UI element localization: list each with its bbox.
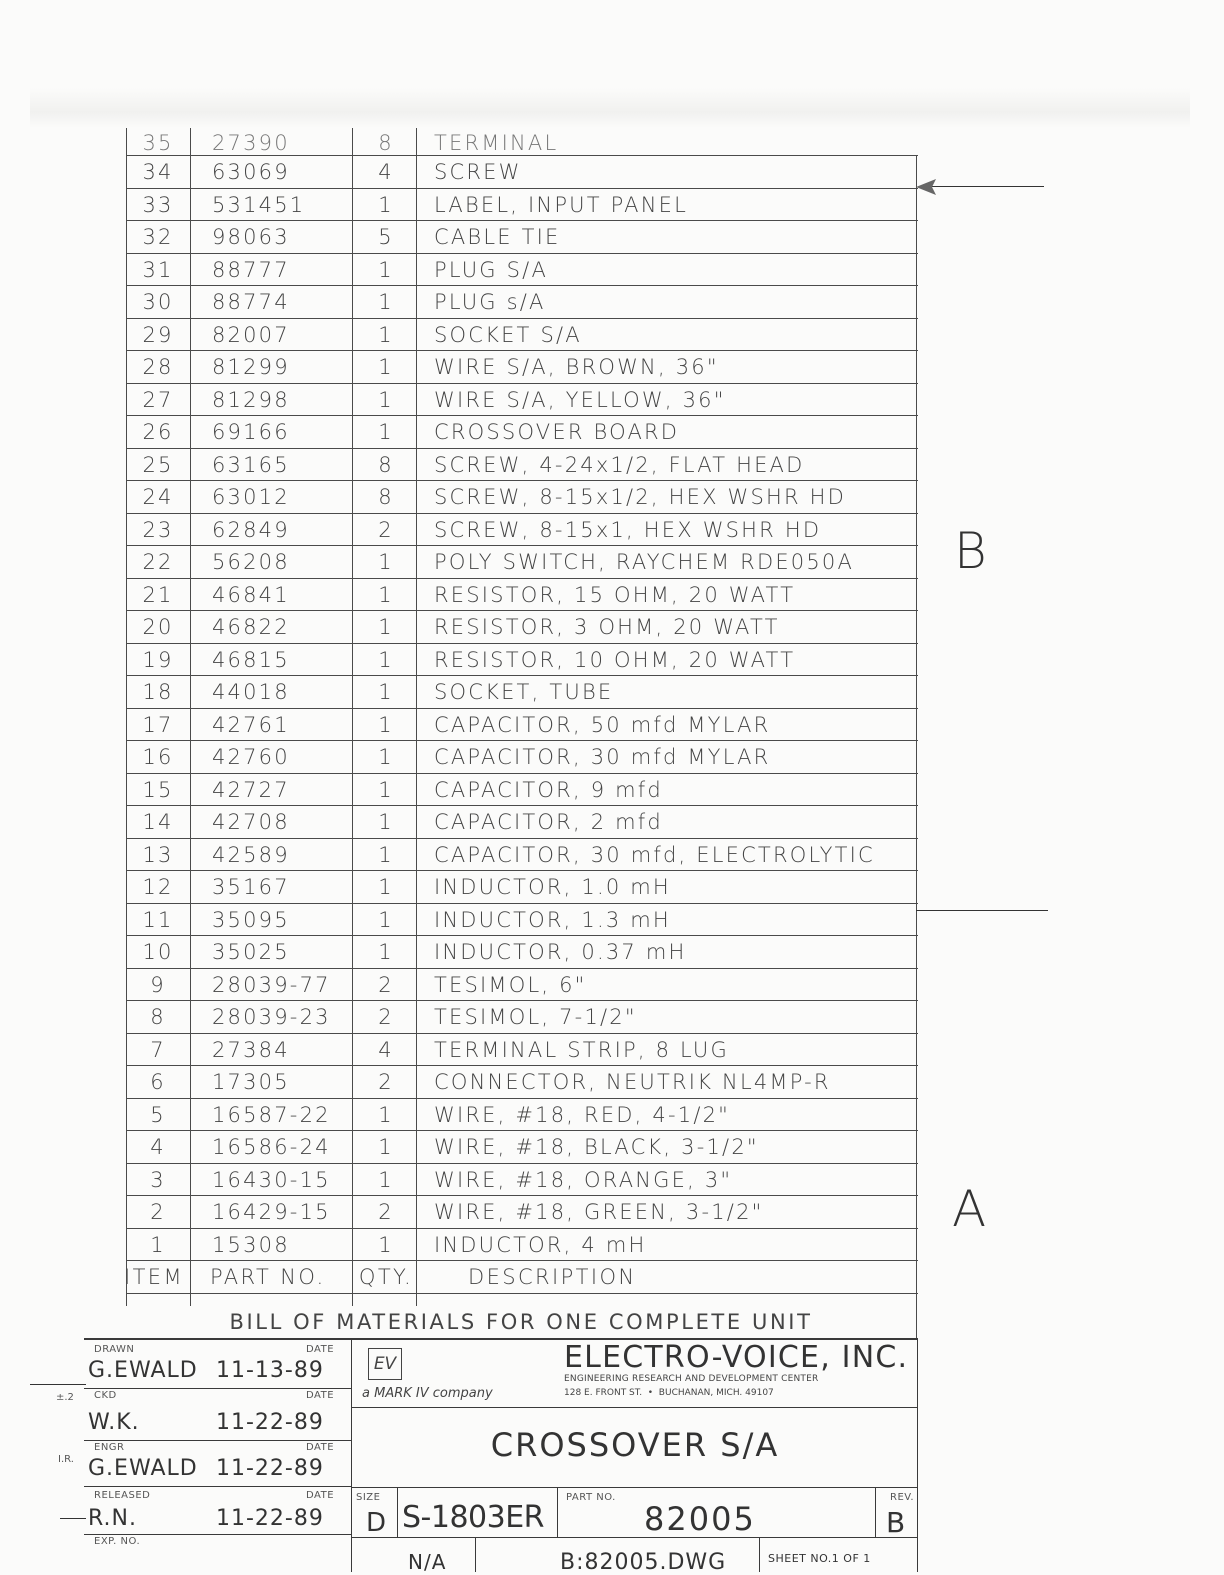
description: CAPACITOR, 9 mfd xyxy=(434,777,663,802)
reference-line xyxy=(932,186,1044,187)
item-number: 16 xyxy=(142,745,174,769)
table-row xyxy=(126,319,918,352)
rev-label: REV. xyxy=(890,1492,914,1503)
reference-line xyxy=(916,910,1048,911)
description: RESISTOR, 15 OHM, 20 WATT xyxy=(434,582,796,607)
quantity: 1 xyxy=(378,1102,394,1127)
table-row xyxy=(126,514,918,547)
table-row xyxy=(126,904,918,937)
title-block xyxy=(84,1338,918,1575)
drawn-label: DRAWN xyxy=(94,1344,135,1355)
quantity: 1 xyxy=(378,550,394,574)
description: RESISTOR, 3 OHM, 20 WATT xyxy=(434,615,780,639)
description: RESISTOR, 10 OHM, 20 WATT xyxy=(434,647,796,672)
part-number: 88777 xyxy=(212,257,290,282)
company-area xyxy=(352,1340,918,1408)
engr-label: ENGR xyxy=(94,1442,125,1453)
engineer: G.EWALD xyxy=(88,1456,198,1481)
quantity: 1 xyxy=(378,680,394,704)
table-row xyxy=(126,806,918,839)
date-label: DATE xyxy=(306,1490,335,1501)
description: PLUG S/A xyxy=(434,257,549,282)
part-number: 17305 xyxy=(212,1070,290,1094)
description: WIRE S/A, BROWN, 36" xyxy=(434,355,719,379)
quantity: 1 xyxy=(378,1167,394,1192)
part-number: 63165 xyxy=(212,452,290,477)
part-number-cell xyxy=(558,1488,876,1538)
description: CABLE TIE xyxy=(434,225,561,249)
revision: B xyxy=(886,1506,907,1539)
ev-logo: EV xyxy=(368,1348,402,1380)
table-row xyxy=(126,1066,918,1099)
table-row xyxy=(126,254,918,287)
table-row xyxy=(126,579,918,612)
description: CAPACITOR, 2 mfd xyxy=(434,810,663,834)
quantity: 1 xyxy=(378,745,394,769)
description: TERMINAL STRIP, 8 LUG xyxy=(434,1037,729,1062)
quantity: 2 xyxy=(378,972,394,997)
table-row xyxy=(126,189,918,222)
column-divider xyxy=(190,128,191,1306)
part-number: 16587-22 xyxy=(212,1102,331,1127)
part-number: 88774 xyxy=(212,290,290,314)
item-number: 27 xyxy=(142,387,174,412)
description: INDUCTOR, 1.0 mH xyxy=(434,875,671,899)
dwg-number-cell xyxy=(398,1488,558,1538)
item-number: 26 xyxy=(142,420,174,444)
item-number: 4 xyxy=(150,1135,166,1159)
description: SCREW, 8-15x1, HEX WSHR HD xyxy=(434,517,822,542)
item-number: 33 xyxy=(142,192,174,217)
quantity: 1 xyxy=(378,777,394,802)
part-number: 42760 xyxy=(212,745,290,769)
part-number: 81299 xyxy=(212,355,290,379)
description: SOCKET S/A xyxy=(434,322,582,347)
item-number: 22 xyxy=(142,550,174,574)
item-number: 35 xyxy=(142,131,174,155)
item-number: 6 xyxy=(150,1070,166,1094)
header-part-no: PART NO. xyxy=(210,1265,326,1289)
zone-a-label: A xyxy=(952,1180,987,1238)
part-number: 44018 xyxy=(212,680,290,704)
part-number: 69166 xyxy=(212,420,290,444)
quantity: 1 xyxy=(378,940,394,964)
item-number: 23 xyxy=(142,517,174,542)
description: WIRE, #18, RED, 4-1/2" xyxy=(434,1102,731,1127)
company-address: 128 E. FRONT ST. • BUCHANAN, MICH. 49107 xyxy=(564,1388,774,1398)
part-number: 16430-15 xyxy=(212,1167,331,1192)
checked-by: W.K. xyxy=(88,1410,140,1435)
quantity: 4 xyxy=(378,160,394,184)
quantity: 1 xyxy=(378,712,394,737)
description: CAPACITOR, 30 mfd MYLAR xyxy=(434,745,771,769)
item-number: 25 xyxy=(142,452,174,477)
description: TESIMOL, 7-1/2" xyxy=(434,1005,637,1029)
scale-cell xyxy=(352,1538,476,1572)
table-row xyxy=(126,1001,918,1034)
item-number: 9 xyxy=(150,972,166,997)
description: CAPACITOR, 50 mfd MYLAR xyxy=(434,712,771,737)
item-number: 1 xyxy=(150,1232,166,1257)
quantity: 5 xyxy=(378,225,394,249)
quantity: 2 xyxy=(378,1200,394,1224)
description: CAPACITOR, 30 mfd, ELECTROLYTIC xyxy=(434,842,875,867)
item-number: 3 xyxy=(150,1167,166,1192)
part-number: 531451 xyxy=(212,192,306,217)
date-label: DATE xyxy=(306,1442,335,1453)
table-row xyxy=(126,709,918,742)
signature-column xyxy=(84,1340,352,1572)
size-cell xyxy=(352,1488,398,1538)
item-number: 10 xyxy=(142,940,174,964)
quantity: 1 xyxy=(378,355,394,379)
quantity: 1 xyxy=(378,1135,394,1159)
bom-rows xyxy=(126,156,918,1261)
part-number: 35167 xyxy=(212,875,290,899)
item-number: 11 xyxy=(142,907,174,932)
description: WIRE, #18, BLACK, 3-1/2" xyxy=(434,1135,759,1159)
quantity: 1 xyxy=(378,615,394,639)
description: CONNECTOR, NEUTRIK NL4MP-R xyxy=(434,1070,831,1094)
description: LABEL, INPUT PANEL xyxy=(434,192,689,217)
description: SOCKET, TUBE xyxy=(434,680,614,704)
item-number: 19 xyxy=(142,647,174,672)
part-number: 82007 xyxy=(212,322,290,347)
bill-of-materials-table xyxy=(123,128,918,1294)
description: SCREW, 4-24x1/2, FLAT HEAD xyxy=(434,452,805,477)
table-row xyxy=(126,774,918,807)
ckd-label: CKD xyxy=(94,1390,117,1401)
revision-cell xyxy=(876,1488,918,1538)
table-row xyxy=(126,351,918,384)
divider xyxy=(84,1440,352,1441)
description: TERMINAL xyxy=(434,131,559,155)
margin-mark: ±.2 xyxy=(56,1392,74,1403)
quantity: 8 xyxy=(378,485,394,509)
table-row xyxy=(126,449,918,482)
quantity: 8 xyxy=(378,131,394,155)
part-number: 62849 xyxy=(212,517,290,542)
part-number: 28039-23 xyxy=(212,1005,331,1029)
description: WIRE, #18, ORANGE, 3" xyxy=(434,1167,733,1192)
quantity: 2 xyxy=(378,1005,394,1029)
file-cell xyxy=(476,1538,760,1575)
margin-mark: I.R. xyxy=(58,1454,74,1465)
item-number: 31 xyxy=(142,257,174,282)
table-row xyxy=(126,871,918,904)
quantity: 1 xyxy=(378,387,394,412)
table-header-row xyxy=(123,1261,918,1294)
table-row xyxy=(126,1131,918,1164)
header-description: DESCRIPTION xyxy=(468,1265,637,1289)
released-by: R.N. xyxy=(88,1506,137,1531)
table-row xyxy=(126,1196,918,1229)
item-number: 18 xyxy=(142,680,174,704)
item-number: 20 xyxy=(142,615,174,639)
table-row xyxy=(126,481,918,514)
table-row xyxy=(126,221,918,254)
quantity: 1 xyxy=(378,420,394,444)
divider xyxy=(84,1486,352,1487)
part-number: 16429-15 xyxy=(212,1200,331,1224)
drawn-date: 11-13-89 xyxy=(216,1358,324,1383)
table-row xyxy=(126,384,918,417)
item-number: 17 xyxy=(142,712,174,737)
arrowhead-icon xyxy=(914,176,938,198)
table-row xyxy=(126,156,918,189)
table-border xyxy=(916,155,917,1338)
quantity: 1 xyxy=(378,875,394,899)
checked-date: 11-22-89 xyxy=(216,1410,324,1435)
table-row xyxy=(126,128,918,156)
scale-value: N/A xyxy=(408,1550,447,1574)
margin-line xyxy=(60,1518,86,1519)
scan-shading xyxy=(30,88,1190,128)
part-number: 42708 xyxy=(212,810,290,834)
company-subtitle: ENGINEERING RESEARCH AND DEVELOPMENT CENTER xyxy=(564,1374,819,1384)
description: CROSSOVER BOARD xyxy=(434,420,680,444)
quantity: 1 xyxy=(378,842,394,867)
quantity: 1 xyxy=(378,907,394,932)
part-number: 63069 xyxy=(212,160,290,184)
sheet-cell xyxy=(760,1538,918,1572)
item-number: 13 xyxy=(142,842,174,867)
quantity: 1 xyxy=(378,647,394,672)
part-number: 98063 xyxy=(212,225,290,249)
part-number: 46815 xyxy=(212,647,290,672)
table-row xyxy=(126,611,918,644)
table-row xyxy=(126,644,918,677)
item-number: 21 xyxy=(142,582,174,607)
table-row xyxy=(126,839,918,872)
divider xyxy=(84,1534,352,1535)
part-number-value: 82005 xyxy=(644,1500,756,1538)
table-row xyxy=(126,1229,918,1262)
file-number: B:82005.DWG xyxy=(560,1550,727,1575)
part-number: 15308 xyxy=(212,1232,290,1257)
part-number: 42589 xyxy=(212,842,290,867)
item-number: 7 xyxy=(150,1037,166,1062)
released-date: 11-22-89 xyxy=(216,1506,324,1531)
item-number: 32 xyxy=(142,225,174,249)
description: INDUCTOR, 0.37 mH xyxy=(434,940,687,964)
exp-no-label: EXP. NO. xyxy=(94,1536,141,1547)
mark-iv-tagline: a MARK IV company xyxy=(362,1386,493,1401)
quantity: 8 xyxy=(378,452,394,477)
size-label: SIZE xyxy=(356,1492,381,1503)
part-number: 35095 xyxy=(212,907,290,932)
header-item: ITEM xyxy=(123,1265,184,1289)
description: PLUG s/A xyxy=(434,290,546,314)
date-label: DATE xyxy=(306,1390,335,1401)
quantity: 2 xyxy=(378,517,394,542)
quantity: 1 xyxy=(378,257,394,282)
bom-caption: BILL OF MATERIALS FOR ONE COMPLETE UNIT xyxy=(229,1310,813,1334)
table-row xyxy=(126,936,918,969)
part-number: 28039-77 xyxy=(212,972,331,997)
quantity: 1 xyxy=(378,582,394,607)
item-number: 29 xyxy=(142,322,174,347)
drawing-number: S-1803ER xyxy=(402,1500,545,1535)
part-number: 35025 xyxy=(212,940,290,964)
column-divider xyxy=(352,128,353,1306)
table-row xyxy=(126,741,918,774)
quantity: 4 xyxy=(378,1037,394,1062)
item-number: 12 xyxy=(142,875,174,899)
drawing-title-area xyxy=(352,1408,918,1488)
item-number: 2 xyxy=(150,1200,166,1224)
part-number: 63012 xyxy=(212,485,290,509)
item-number: 34 xyxy=(142,160,174,184)
quantity: 1 xyxy=(378,810,394,834)
header-qty: QTY. xyxy=(358,1265,414,1289)
margin-line xyxy=(30,1384,86,1385)
part-number: 27384 xyxy=(212,1037,290,1062)
description: TESIMOL, 6" xyxy=(434,972,587,997)
part-number: 16586-24 xyxy=(212,1135,331,1159)
description: POLY SWITCH, RAYCHEM RDE050A xyxy=(434,550,855,574)
table-row xyxy=(126,416,918,449)
description: INDUCTOR, 1.3 mH xyxy=(434,907,671,932)
part-number: 56208 xyxy=(212,550,290,574)
part-number: 46822 xyxy=(212,615,290,639)
drawing-title: CROSSOVER S/A xyxy=(490,1426,780,1464)
column-divider xyxy=(416,128,417,1306)
column-divider xyxy=(126,128,127,1306)
part-number: 42761 xyxy=(212,712,290,737)
table-row xyxy=(126,286,918,319)
divider xyxy=(84,1388,352,1389)
engineer-date: 11-22-89 xyxy=(216,1456,324,1481)
table-row xyxy=(126,969,918,1002)
date-label: DATE xyxy=(306,1344,335,1355)
description: SCREW, 8-15x1/2, HEX WSHR HD xyxy=(434,485,847,509)
quantity: 1 xyxy=(378,1232,394,1257)
drawing-size: D xyxy=(366,1508,388,1538)
table-row xyxy=(126,1034,918,1067)
quantity: 1 xyxy=(378,322,394,347)
description: INDUCTOR, 4 mH xyxy=(434,1232,647,1257)
item-number: 30 xyxy=(142,290,174,314)
quantity: 1 xyxy=(378,290,394,314)
table-row xyxy=(126,676,918,709)
part-number: 46841 xyxy=(212,582,290,607)
item-number: 14 xyxy=(142,810,174,834)
quantity: 1 xyxy=(378,192,394,217)
description: WIRE, #18, GREEN, 3-1/2" xyxy=(434,1200,764,1224)
quantity: 2 xyxy=(378,1070,394,1094)
table-row xyxy=(126,1164,918,1197)
sheet-number: SHEET NO.1 OF 1 xyxy=(768,1552,871,1565)
part-number: 81298 xyxy=(212,387,290,412)
released-label: RELEASED xyxy=(94,1490,151,1501)
item-number: 15 xyxy=(142,777,174,802)
zone-b-label: B xyxy=(954,522,987,580)
description: SCREW xyxy=(434,160,522,184)
item-number: 5 xyxy=(150,1102,166,1127)
part-no-label: PART NO. xyxy=(566,1492,616,1503)
item-number: 28 xyxy=(142,355,174,379)
drawn-by: G.EWALD xyxy=(88,1358,198,1383)
part-number: 42727 xyxy=(212,777,290,802)
part-number: 27390 xyxy=(212,131,290,155)
description: WIRE S/A, YELLOW, 36" xyxy=(434,387,726,412)
table-row xyxy=(126,546,918,579)
company-name: ELECTRO-VOICE, INC. xyxy=(564,1340,909,1375)
item-number: 8 xyxy=(150,1005,166,1029)
table-row xyxy=(126,1099,918,1132)
item-number: 24 xyxy=(142,485,174,509)
